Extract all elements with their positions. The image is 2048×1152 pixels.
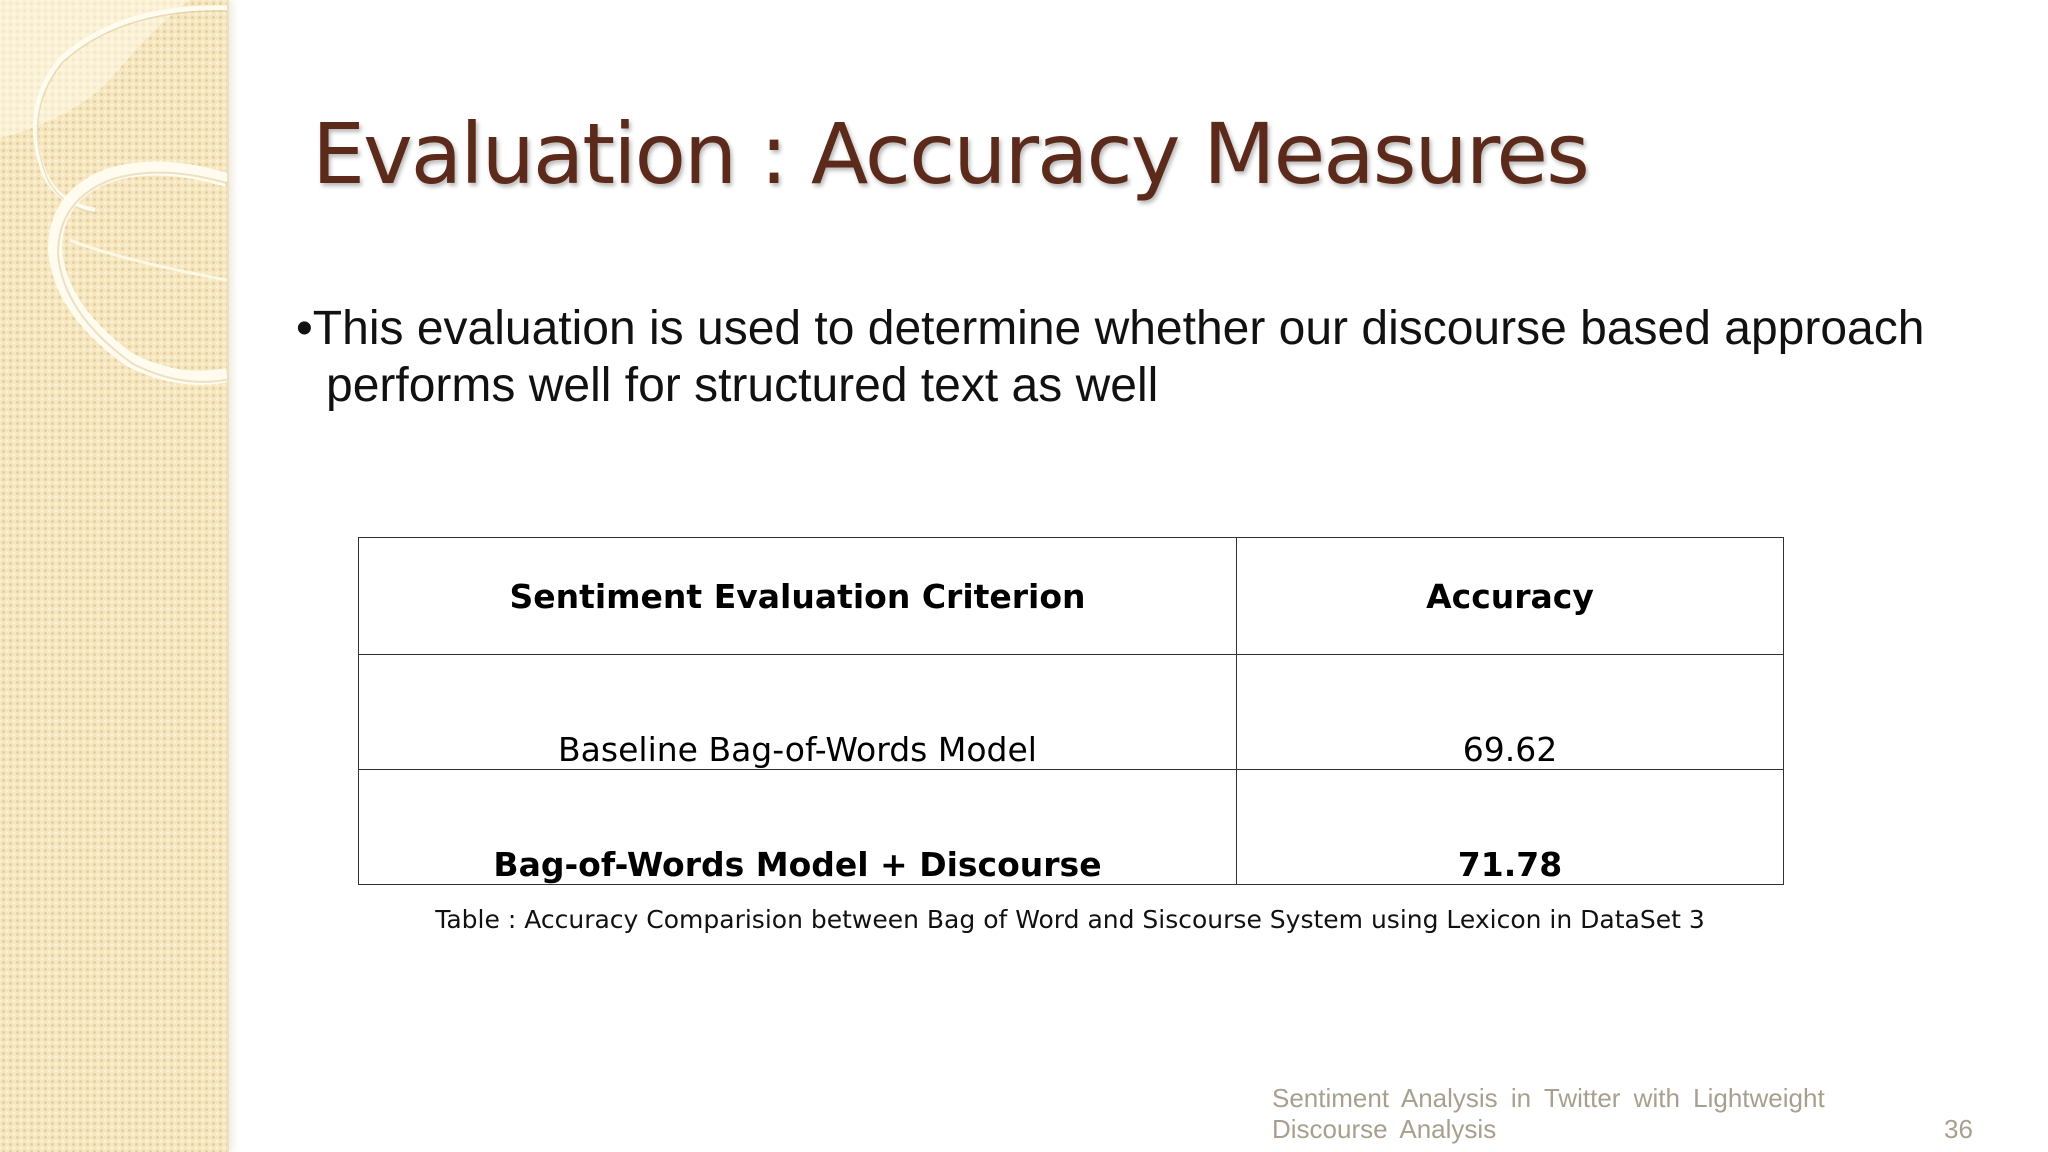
header-criterion: Sentiment Evaluation Criterion xyxy=(359,538,1237,655)
bullet-line-2: performs well for structured text as well xyxy=(326,359,1159,412)
decorative-side-panel xyxy=(0,0,229,1152)
footer-line-1: Sentiment Analysis in Twitter with Lightweight xyxy=(1272,1083,1825,1113)
accuracy-table xyxy=(358,537,1784,885)
cell-criterion: Bag-of-Words Model + Discourse xyxy=(359,770,1237,885)
cell-accuracy: 69.62 xyxy=(1237,655,1784,770)
cell-accuracy: 71.78 xyxy=(1237,770,1784,885)
decorative-swirl-icon xyxy=(0,0,227,420)
table-row xyxy=(359,770,1784,885)
table-header-row xyxy=(359,538,1784,655)
table-row xyxy=(359,655,1784,770)
footer-line-2: Discourse Analysis xyxy=(1272,1114,1497,1144)
footer-text xyxy=(1272,1083,1825,1145)
slide-number: 36 xyxy=(1944,1114,1973,1144)
cell-criterion: Baseline Bag-of-Words Model xyxy=(359,655,1237,770)
slide-title: Evaluation : Accuracy Measures xyxy=(312,105,1588,203)
header-accuracy: Accuracy xyxy=(1237,538,1784,655)
accuracy-table-container xyxy=(358,537,1784,885)
table-caption: Table : Accuracy Comparision between Bag of Word and Siscourse System using Lexicon in DataSet 3 xyxy=(435,905,1705,934)
bullet-line-1: •This evaluation is used to determine whether our discourse based approach xyxy=(296,302,1925,355)
bullet-point xyxy=(296,300,2048,414)
